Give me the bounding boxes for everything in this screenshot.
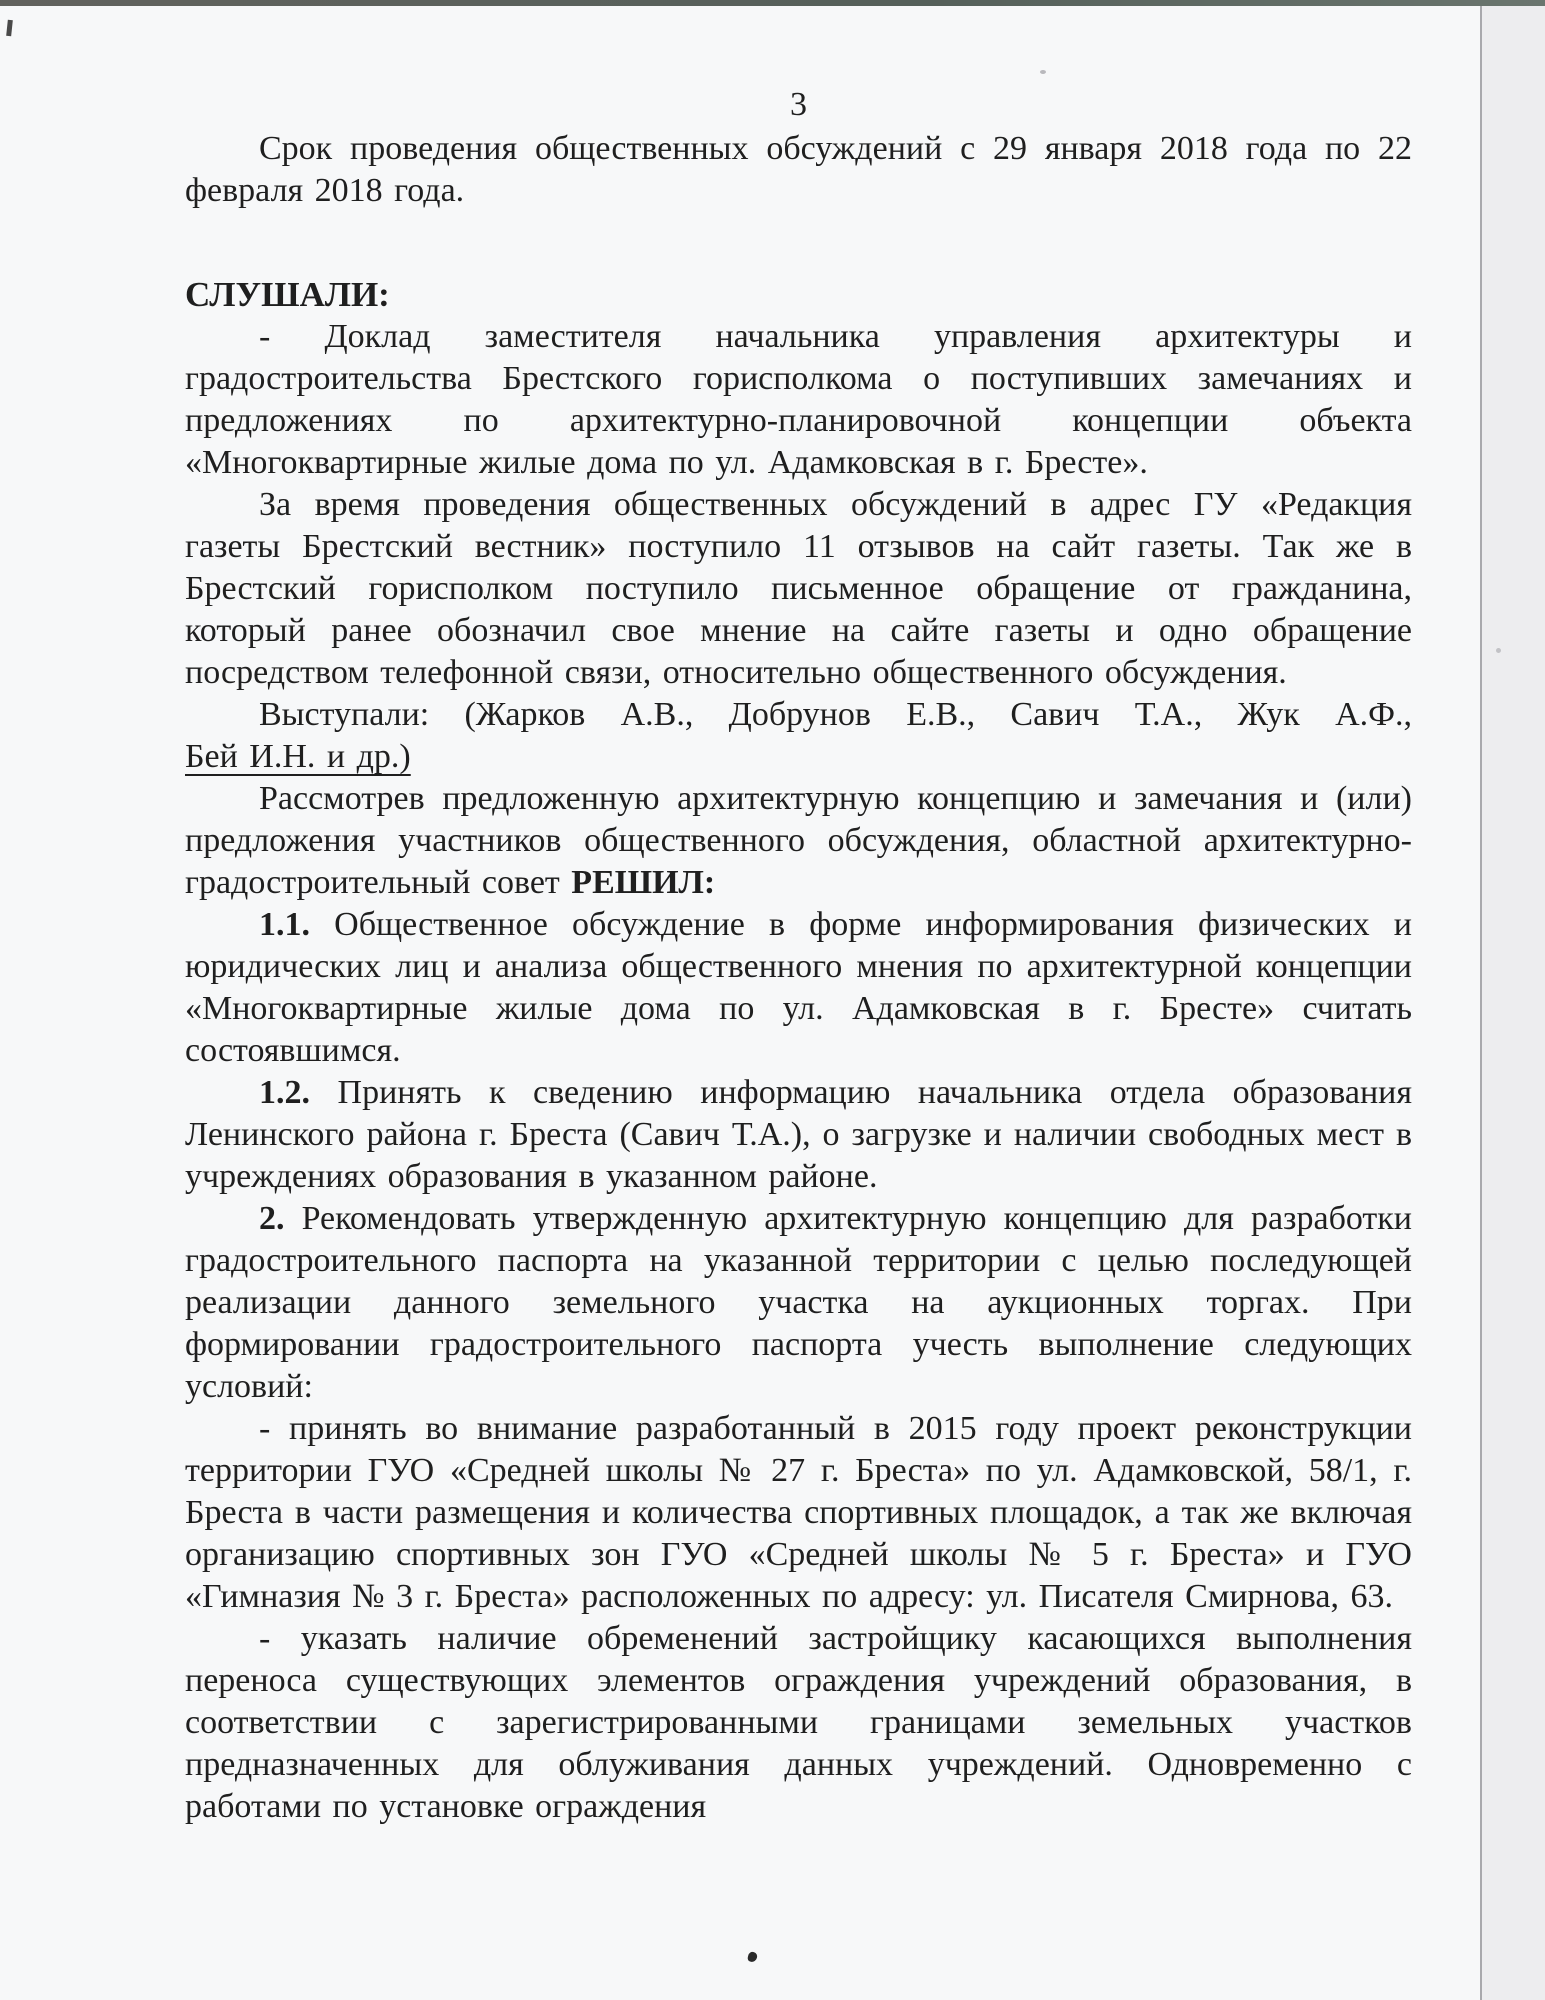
- stray-ink-dot: [747, 1951, 758, 1963]
- item-1-2-text: Принять к сведению информацию начальника отдела образования Ленинского района г. Бреста (Савич Т.А.), о загрузке и наличии свободных мест в учреждениях образования в указанном районе.: [185, 1074, 1412, 1195]
- paragraph-report: - Доклад заместителя начальника управления архитектуры и градостроительства Брестского горисполкома о поступивших замечаниях и предложениях по архитектурно-планировочной концепции объекта «Многоквартирные жилые дома по ул. Адамковская в г. Бресте».: [185, 318, 1412, 481]
- scan-speck: [1040, 70, 1046, 74]
- paragraph-item-1-2: [185, 1072, 1412, 1198]
- paragraph-condition-1: - принять во внимание разработанный в 2015 году проект реконструкции территории ГУО «Средней школы № 27 г. Бреста» по ул. Адамковской, 58/1, г. Бреста в части размещения и количества спортивных площадок, а так же включая организацию спортивных зон ГУО «Средней школы № 5 г. Бреста» и ГУО «Гимназия № 3 г. Бреста» расположенных по адресу: ул. Писателя Смирнова, 63.: [185, 1410, 1412, 1615]
- page-number: 3: [790, 86, 807, 123]
- item-1-1-number: 1.1.: [259, 906, 310, 943]
- item-1-1-text: Общественное обсуждение в форме информирования физических и юридических лиц и анализа общественного мнения по архитектурной концепции «Многоквартирные жилые дома по ул. Адамковская в г. Бресте» считать состоявшимся.: [185, 906, 1412, 1069]
- document-content: [185, 84, 1412, 1828]
- decided-label: РЕШИЛ:: [571, 864, 716, 901]
- item-2-text: Рекомендовать утвержденную архитектурную концепцию для разработки градостроительного паспорта на указанной территории с целью последующей реализации данного земельного участка на аукционных торгах. При формировании градостроительного паспорта учесть выполнение следующих условий:: [185, 1200, 1412, 1405]
- paragraph-feedback: За время проведения общественных обсуждений в адрес ГУ «Редакция газеты Брестский вестник» поступило 11 отзывов на сайт газеты. Так же в Брестский горисполком поступило письменное обращение от гражданина, который ранее обозначил свое мнение на сайте газеты и одно обращение посредством телефонной связи, относительно общественного обсуждения.: [185, 486, 1412, 691]
- paragraph-considered: [185, 778, 1412, 904]
- considered-text: Рассмотрев предложенную архитектурную концепцию и замечания и (или) предложения участников общественного обсуждения, областной архитектурно-градостроительный совет: [185, 780, 1412, 901]
- scan-paper-right-edge: [1480, 6, 1482, 2000]
- speakers-line-1: Выступали: (Жарков А.В., Добрунов Е.В., Савич Т.А., Жук А.Ф.,: [259, 696, 1412, 733]
- paragraph-item-2: [185, 1198, 1412, 1408]
- scan-top-edge-artifact: [0, 0, 1545, 6]
- heading-heard: СЛУШАЛИ:: [185, 275, 390, 314]
- scan-right-margin: [1482, 6, 1545, 2000]
- speakers-line-2-underlined: Бей И.Н. и др.): [185, 738, 411, 775]
- paragraph-condition-2: - указать наличие обременений застройщику касающихся выполнения переноса существующих элементов ограждения учреждений образования, в соответствии с зарегистрированными границами земельных участков предназначенных для облуживания данных учреждений. Одновременно с работами по установке ограждения: [185, 1620, 1412, 1825]
- scan-speck: [1496, 648, 1501, 653]
- paragraph-discussion-term: Срок проведения общественных обсуждений с 29 января 2018 года по 22 февраля 2018 года.: [185, 130, 1412, 209]
- item-1-2-number: 1.2.: [259, 1074, 310, 1111]
- paragraph-speakers: [185, 694, 1412, 778]
- scan-left-edge-artifact: [6, 20, 13, 36]
- item-2-number: 2.: [259, 1200, 285, 1237]
- paragraph-item-1-1: [185, 904, 1412, 1072]
